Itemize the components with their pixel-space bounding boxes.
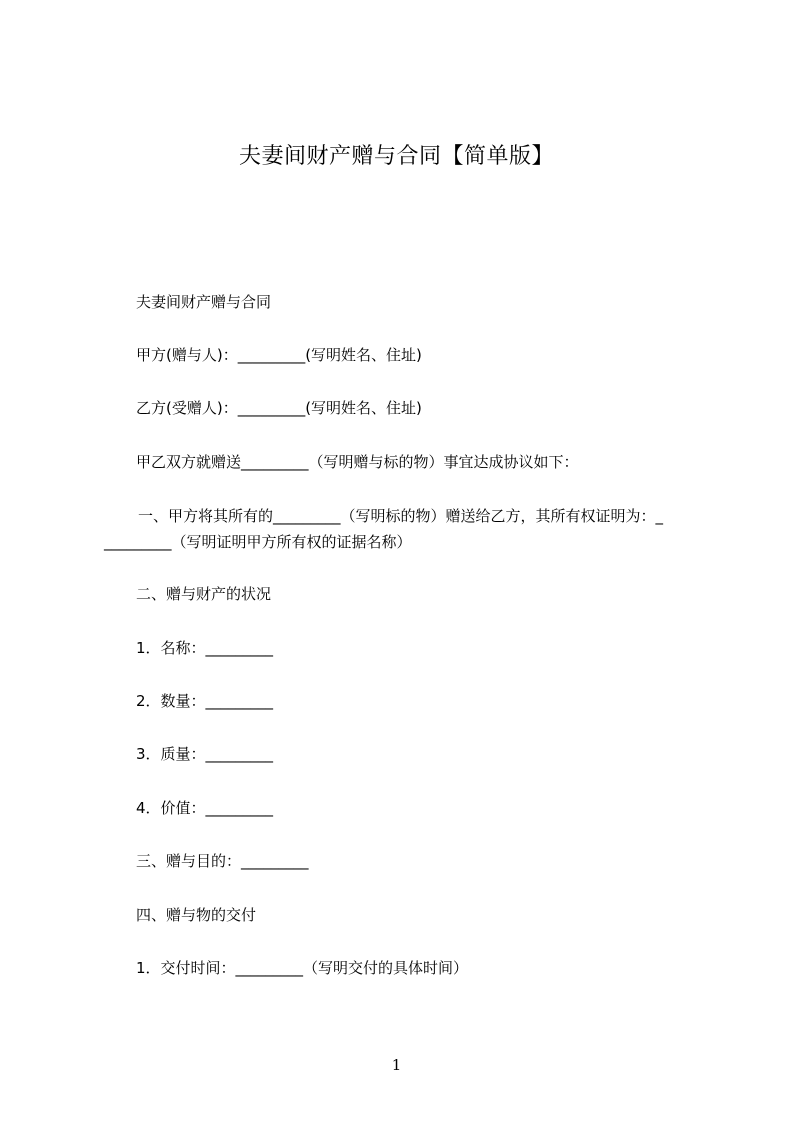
clause-one xyxy=(104,503,714,555)
party-b-line: 乙方(受赠人)：_________(写明姓名、住址) xyxy=(136,399,422,417)
item-name-line: 1．名称：_________ xyxy=(136,639,274,657)
clause-three-line: 三、赠与目的：_________ xyxy=(136,852,309,870)
item-quantity-line: 2．数量：_________ xyxy=(136,692,274,710)
clause-one-line-1: 一、甲方将其所有的_________（写明标的物）赠送给乙方，其所有权证明为：_ xyxy=(138,507,664,525)
delivery-time-line: 1．交付时间：_________（写明交付的具体时间） xyxy=(136,959,469,977)
agreement-intro: 甲乙双方就赠送_________（写明赠与标的物）事宜达成协议如下： xyxy=(136,453,579,471)
item-quality-line: 3．质量：_________ xyxy=(136,745,274,763)
clause-two-heading: 二、赠与财产的状况 xyxy=(136,585,272,603)
page-title: 夫妻间财产赠与合同【简单版】 xyxy=(238,144,554,169)
item-value-line: 4．价值：_________ xyxy=(136,799,274,817)
clause-four-heading: 四、赠与物的交付 xyxy=(136,906,257,924)
contract-name: 夫妻间财产赠与合同 xyxy=(136,293,272,311)
party-a-line: 甲方(赠与人)：_________(写明姓名、住址) xyxy=(136,346,422,364)
clause-one-line-2: _________（写明证明甲方所有权的证据名称） xyxy=(104,533,412,551)
page-number: 1 xyxy=(391,1056,402,1074)
